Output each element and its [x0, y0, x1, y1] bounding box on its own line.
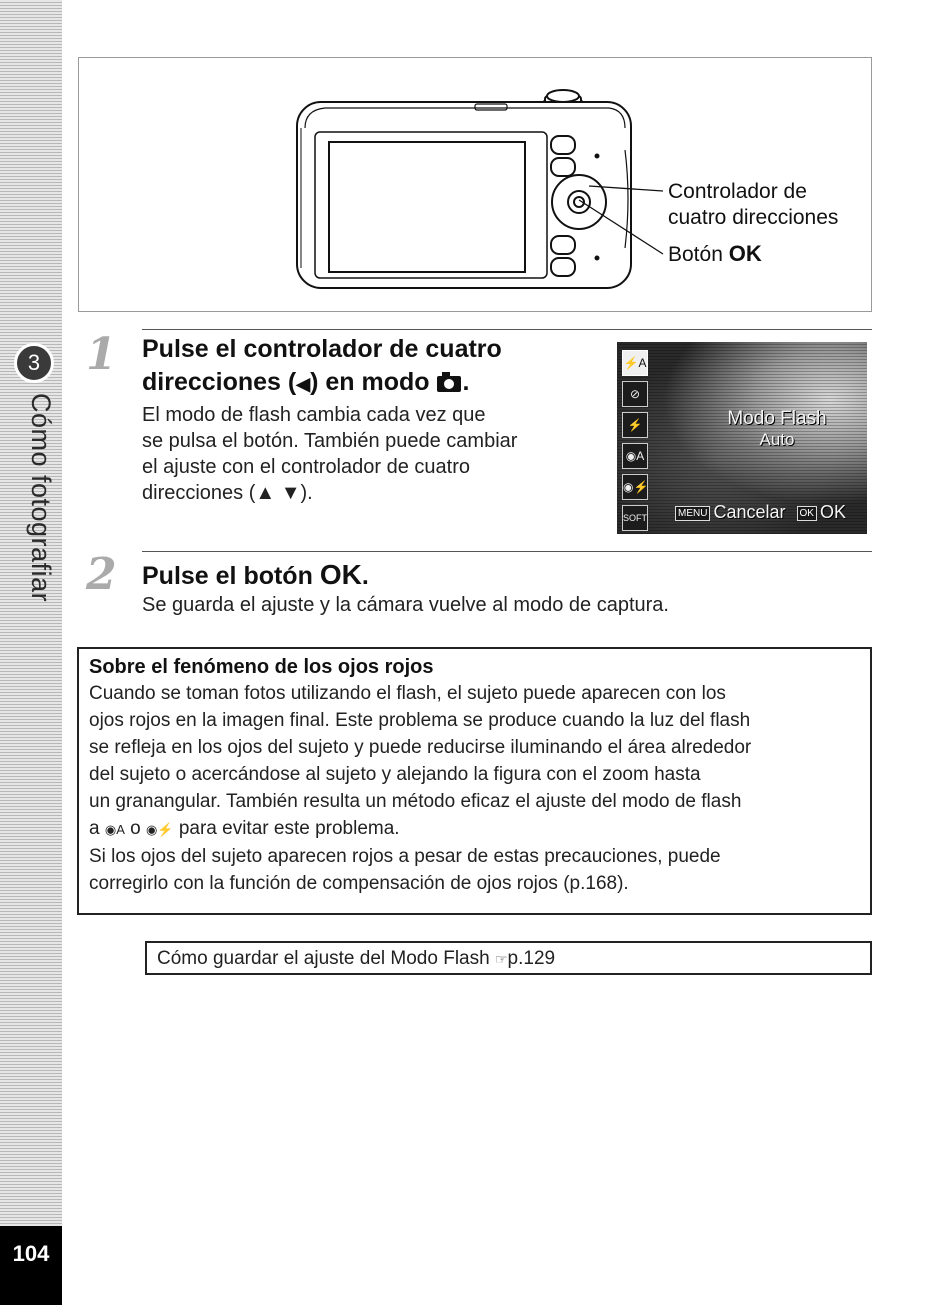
- step1-heading-prefix: direcciones (: [142, 368, 297, 396]
- flash-redeye-icon: ◉⚡: [622, 474, 648, 500]
- step1-heading-suffix: ) en modo: [310, 368, 430, 396]
- flash-mode-screen: [617, 342, 867, 534]
- step2-heading: [142, 558, 842, 593]
- ok-callout-bold: OK: [728, 241, 762, 266]
- note-line: corregirlo con la función de compensación de ojos rojos (p.168).: [89, 873, 629, 894]
- red-eye-note-box: [77, 647, 872, 915]
- pointing-hand-icon: ☞: [494, 951, 508, 967]
- soft-flash-icon: SOFT: [622, 505, 648, 531]
- note-line: del sujeto o acercándose al sujeto y alejando la figura con el zoom hasta: [89, 764, 701, 785]
- step2-number: 2: [86, 549, 117, 600]
- flash-redeye-icon: ◉⚡: [146, 822, 174, 837]
- four-way-controller-callout: [668, 179, 868, 231]
- auto-redeye-icon: ◉A: [104, 822, 125, 837]
- note-line: Cuando se toman fotos utilizando el flash, el sujeto puede aparecen con los: [89, 683, 726, 704]
- left-arrow-icon: ◀: [296, 374, 311, 394]
- step2-heading-ok: OK: [319, 559, 362, 590]
- ok-button-callout: [668, 241, 762, 268]
- note-line: ojos rojos en la imagen final. Este problema se produce cuando la luz del flash: [89, 710, 751, 731]
- reference-box: [145, 941, 872, 975]
- reference-page-link[interactable]: p.129: [507, 948, 556, 969]
- step2-body: Se guarda el ajuste y la cámara vuelve al modo de captura.: [142, 594, 669, 616]
- chapter-side-tab: [0, 0, 62, 1305]
- step2-divider: [142, 551, 872, 552]
- step1-heading: [142, 333, 602, 402]
- screen-cancel-label: Cancelar: [713, 502, 786, 522]
- ok-key-icon: OK: [797, 506, 817, 521]
- page-number: 104: [0, 1226, 62, 1305]
- step1-body-line4: direcciones (▲ ▼).: [142, 482, 313, 504]
- flash-on-icon: ⚡: [622, 412, 648, 438]
- step2-heading-prefix: Pulse el botón: [142, 562, 313, 590]
- screen-mode-name: Modo Flash: [727, 408, 827, 429]
- step1-heading-period: .: [462, 368, 470, 396]
- step1-body: [142, 402, 602, 506]
- chapter-title: Cómo fotografiar: [26, 393, 56, 603]
- note-title: Sobre el fenómeno de los ojos rojos: [89, 656, 434, 678]
- auto-redeye-icon: ◉A: [622, 443, 648, 469]
- note-line: un granangular. También resulta un método eficaz el ajuste del modo de flash: [89, 791, 742, 812]
- step1-heading-line2: [142, 366, 602, 402]
- reference-text: Cómo guardar el ajuste del Modo Flash: [157, 948, 490, 969]
- note-line6-middle: o: [130, 818, 141, 839]
- screen-ok-label: OK: [819, 502, 846, 522]
- camera-icon: [436, 369, 462, 402]
- four-way-controller-label: Controlador de cuatro direcciones: [668, 180, 839, 229]
- note-line6-suffix: para evitar este problema.: [178, 818, 400, 839]
- step1-number: 1: [86, 329, 117, 380]
- menu-key-icon: MENU: [675, 506, 710, 521]
- camera-back-figure: [78, 57, 872, 312]
- flash-off-icon: ⊘: [622, 381, 648, 407]
- step2-heading-period: .: [361, 562, 369, 590]
- flash-auto-icon: ⚡A: [622, 350, 648, 376]
- step1-divider: [142, 329, 872, 330]
- step1-body-line1: El modo de flash cambia cada vez que: [142, 404, 486, 426]
- step1-body-line2: se pulsa el botón. También puede cambiar: [142, 430, 518, 452]
- screen-bottom-guide: [675, 502, 846, 526]
- ok-callout-prefix: Botón: [668, 243, 723, 266]
- note-line: Si los ojos del sujeto aparecen rojos a pesar de estas precauciones, puede: [89, 846, 721, 867]
- note-line6-prefix: a: [89, 818, 100, 839]
- flash-mode-icon-list: [622, 350, 650, 534]
- step1-body-line3: el ajuste con el controlador de cuatro: [142, 456, 470, 478]
- step1-heading-line1: Pulse el controlador de cuatro: [142, 335, 502, 363]
- chapter-number-badge: 3: [14, 343, 54, 383]
- note-line-icons: [89, 815, 860, 843]
- note-line: se refleja en los ojos del sujeto y puede reducirse iluminando el área alrededor: [89, 737, 752, 758]
- screen-mode-value: Auto: [759, 430, 795, 449]
